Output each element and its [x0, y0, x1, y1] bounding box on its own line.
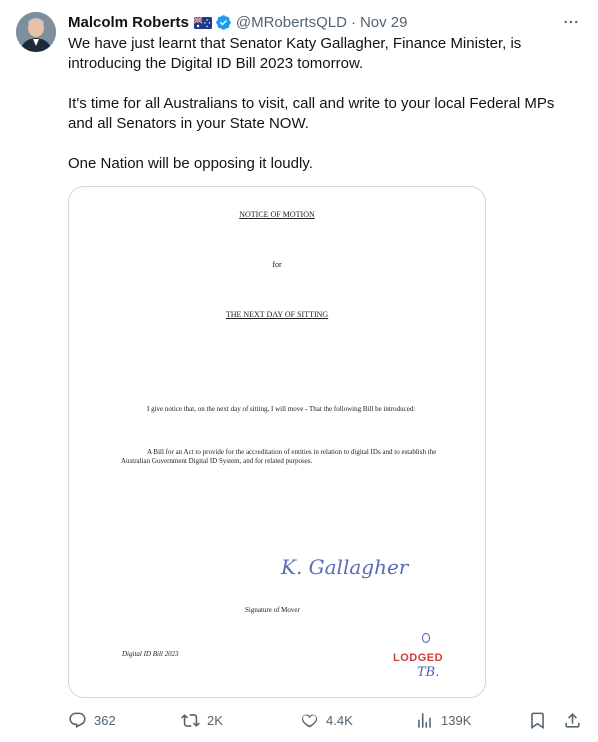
bookmark-button[interactable] — [528, 708, 554, 732]
signature-caption: Signature of Mover — [245, 606, 300, 614]
initials: TB. — [417, 665, 440, 680]
tweet-paragraph: It's time for all Australians to visit, call and write to your local Federal MPs and all Senators in your State NOW. — [68, 95, 555, 132]
australia-flag-icon — [194, 16, 212, 28]
bill-name: Digital ID Bill 2023 — [122, 650, 179, 658]
repost-button[interactable] — [181, 708, 223, 732]
like-count: 4.4K — [326, 712, 353, 728]
verified-icon[interactable] — [215, 14, 232, 31]
views-count: 139K — [441, 712, 472, 728]
bookmark-icon — [528, 711, 547, 730]
like-icon — [300, 711, 319, 730]
tweet-paragraph: One Nation will be opposing it loudly. — [68, 155, 313, 172]
lodged-stamp: LODGED — [393, 652, 444, 664]
share-icon — [563, 711, 582, 730]
tweet-header — [68, 12, 407, 32]
separator-dot: · — [350, 13, 356, 31]
doc-heading: NOTICE OF MOTION — [239, 210, 315, 219]
stamp-mark-icon — [421, 632, 431, 644]
repost-icon — [181, 711, 200, 730]
repost-count: 2K — [207, 712, 223, 728]
tweet-image[interactable] — [68, 186, 486, 698]
avatar[interactable] — [16, 12, 56, 52]
tweet-text — [68, 34, 578, 174]
views-button[interactable] — [415, 708, 471, 732]
reply-icon — [68, 711, 87, 730]
action-bar — [68, 708, 584, 732]
doc-paragraph-1: I give notice that, on the next day of sitting, I will move - That the following Bill be introduced: — [147, 405, 416, 413]
doc-for: for — [272, 260, 282, 269]
share-button[interactable] — [563, 708, 589, 732]
document-scan — [69, 187, 485, 697]
author-name[interactable]: Malcolm Roberts — [68, 13, 189, 31]
reply-button[interactable] — [68, 708, 116, 732]
handle[interactable]: @MRobertsQLD — [235, 13, 347, 31]
signature: K. Gallagher — [281, 555, 409, 579]
tweet-date[interactable]: Nov 29 — [359, 13, 408, 31]
tweet-paragraph: We have just learnt that Senator Katy Gallagher, Finance Minister, is introducing the Digital ID Bill 2023 tomorrow. — [68, 35, 522, 72]
doc-paragraph-2: A Bill for an Act to provide for the accreditation of entities in relation to digital IDs and to establish the Australian Government Digital ID System, and for related purposes. — [121, 448, 437, 465]
views-icon — [415, 711, 434, 730]
like-button[interactable] — [300, 708, 353, 732]
doc-subheading: THE NEXT DAY OF SITTING — [225, 310, 329, 319]
more-icon[interactable] — [560, 12, 582, 32]
reply-count: 362 — [94, 712, 116, 728]
